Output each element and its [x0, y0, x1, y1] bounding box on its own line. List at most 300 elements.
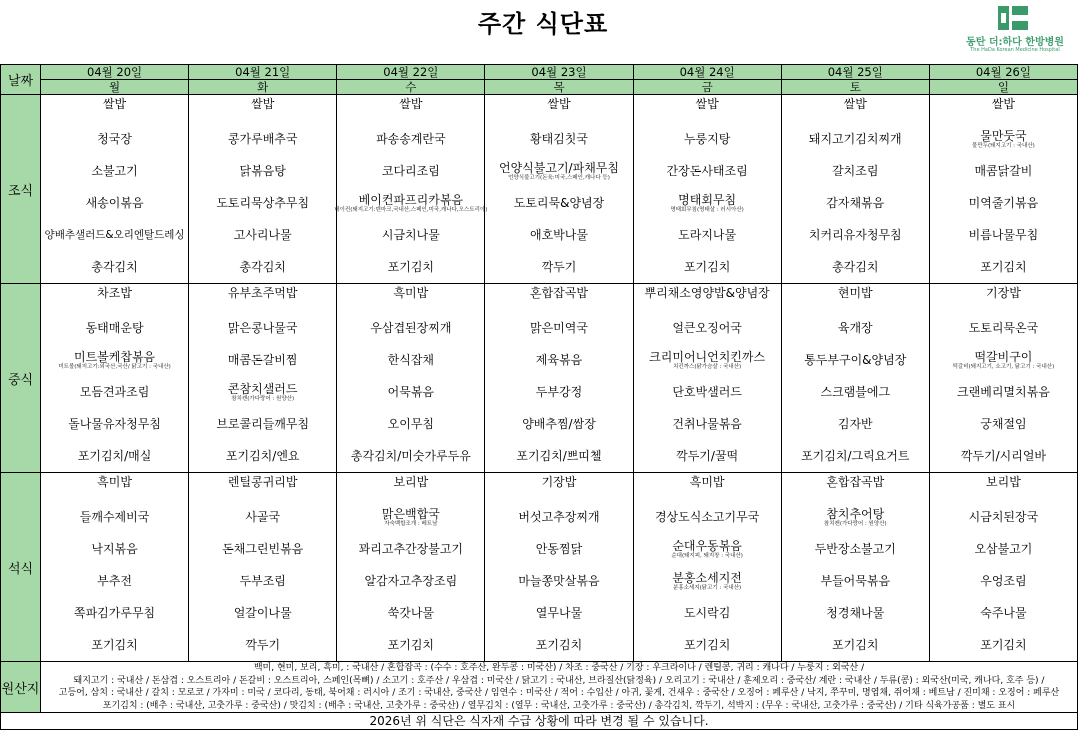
dish-name: 마늘쫑맛살볶음 — [518, 574, 600, 588]
hospital-logo-icon — [998, 6, 1028, 30]
menu-item — [930, 251, 1077, 283]
menu-item — [41, 251, 188, 283]
dish-name: 크리미어니언치킨까스 — [649, 349, 766, 364]
menu-item — [41, 597, 188, 629]
dish-name: 애호박나물 — [530, 228, 588, 242]
dish-name: 쌀밥 — [399, 97, 423, 111]
breakfast-day-cell — [189, 95, 337, 284]
dish-name: 매콤닭갈비 — [974, 164, 1033, 178]
dish-name: 베이컨파프리카볶음 — [358, 192, 464, 207]
menu-item — [930, 473, 1077, 501]
dish-name: 쌀밥 — [695, 97, 719, 111]
breakfast-day-cell — [781, 95, 929, 284]
dish-name: 새송이볶음 — [85, 196, 144, 210]
dish-name: 부추전 — [97, 574, 132, 588]
menu-item — [782, 155, 929, 187]
dish-name: 꽈리고추간장불고기 — [358, 542, 464, 556]
menu-item — [485, 629, 632, 661]
lunch-label: 중식 — [1, 284, 41, 473]
dish-name: 육개장 — [837, 321, 873, 335]
dish-name: 깍두기/시리얼바 — [960, 449, 1047, 463]
dish-name: 양배추찜/쌈장 — [522, 417, 596, 431]
menu-item — [189, 565, 336, 597]
dish-name: 사골국 — [245, 510, 281, 524]
menu-item — [189, 95, 336, 123]
dish-name: 두반장소불고기 — [814, 542, 896, 556]
dinner-day-cell — [189, 473, 337, 662]
date-row — [1, 65, 1078, 80]
dish-name: 포기김치/엔요 — [225, 449, 300, 463]
dish-name: 청국장 — [97, 132, 132, 146]
dinner-day-cell — [337, 473, 485, 662]
dish-name: 통두부구이&양념장 — [804, 353, 907, 367]
menu-item — [782, 187, 929, 219]
menu-item — [634, 440, 781, 472]
menu-item — [189, 155, 336, 187]
lunch-day-cell — [337, 284, 485, 473]
menu-item — [930, 123, 1077, 155]
menu-item — [782, 597, 929, 629]
dish-name: 도토리묵&양념장 — [513, 196, 605, 210]
dish-name: 현미밥 — [837, 286, 873, 300]
menu-item — [41, 95, 188, 123]
dish-name: 시금치된장국 — [968, 510, 1039, 524]
menu-item — [41, 408, 188, 440]
dish-name: 포기김치 — [683, 260, 731, 274]
menu-item — [930, 376, 1077, 408]
page-title: 주간 식단표 — [477, 10, 609, 38]
dish-origin-note: 참치캔(가다랑어 : 원양산) — [823, 520, 887, 527]
dinner-row — [1, 473, 1078, 662]
menu-item — [189, 123, 336, 155]
dish-name: 크랜베리멸치볶음 — [957, 385, 1050, 399]
menu-item — [782, 408, 929, 440]
lunch-day-cell — [485, 284, 633, 473]
dish-name: 기장밥 — [986, 286, 1021, 300]
menu-item — [485, 408, 632, 440]
dish-name: 쪽파김가루무침 — [73, 606, 156, 620]
menu-item — [485, 533, 632, 565]
lunch-day-cell — [41, 284, 189, 473]
dish-name: 쌀밥 — [547, 97, 571, 111]
menu-item — [485, 251, 632, 283]
menu-item — [485, 344, 632, 376]
weekday-cell: 수 — [337, 80, 485, 95]
origin-row — [1, 662, 1078, 713]
dish-origin-note: 명태회무침(명태살 : 러시아산) — [670, 206, 744, 213]
dish-name: 콩가루배추국 — [227, 132, 298, 146]
menu-item — [337, 597, 484, 629]
menu-item — [337, 501, 484, 533]
menu-item — [930, 344, 1077, 376]
dish-name: 포기김치 — [980, 638, 1027, 652]
dish-name: 우삼겹된장찌개 — [370, 321, 452, 335]
lunch-day-cell — [633, 284, 781, 473]
menu-item — [337, 408, 484, 440]
hospital-logo — [960, 6, 1070, 58]
hospital-subtitle: The HaDa Korean Medicine Hospital — [970, 47, 1060, 53]
dish-origin-note: 치킨까스(닭가슴살 : 국내산) — [673, 363, 742, 370]
dish-origin-note: 미트볼(돼지고기:외국산,국산/ 닭고기 : 국내산) — [58, 363, 171, 370]
dinner-day-cell — [485, 473, 633, 662]
dish-name: 돈채그린빈볶음 — [222, 542, 304, 556]
dish-name: 흑미밥 — [689, 475, 725, 489]
menu-item — [485, 187, 632, 219]
dish-origin-note: 베이컨(돼지고기:덴마크,국내산,스페인,미국,캐나다,오스트리아) — [334, 206, 488, 213]
dish-name: 김자반 — [837, 417, 873, 431]
menu-item — [930, 533, 1077, 565]
dish-name: 제육볶음 — [535, 353, 583, 367]
menu-item — [485, 312, 632, 344]
menu-item — [634, 312, 781, 344]
menu-item — [41, 123, 188, 155]
dish-name: 치커리유자청무침 — [808, 228, 902, 242]
menu-item — [189, 251, 336, 283]
dish-name: 숙주나물 — [980, 606, 1027, 620]
dish-name: 맑은백합국 — [381, 506, 440, 521]
dish-name: 도라지나물 — [678, 228, 737, 242]
dish-name: 파송송계란국 — [376, 132, 446, 146]
menu-item — [189, 440, 336, 472]
dish-name: 도시락김 — [683, 606, 731, 620]
menu-item — [41, 284, 188, 312]
dish-name: 흑미밥 — [97, 475, 132, 489]
menu-item — [930, 440, 1077, 472]
dish-name: 브로콜리들깨무침 — [216, 417, 310, 431]
menu-item — [782, 284, 929, 312]
menu-item — [930, 501, 1077, 533]
menu-item — [337, 312, 484, 344]
dish-name: 맑은미역국 — [530, 321, 588, 335]
menu-item — [41, 155, 188, 187]
date-cell: 04월 21일 — [189, 65, 337, 80]
dish-origin-note: 참치캔(가다랑어 : 원양산) — [231, 395, 295, 402]
dish-name: 안동찜닭 — [535, 542, 583, 556]
menu-item — [930, 565, 1077, 597]
menu-item — [337, 251, 484, 283]
menu-item — [337, 344, 484, 376]
menu-item — [782, 440, 929, 472]
dish-name: 포기김치 — [683, 638, 731, 652]
dish-name: 간장돈사태조림 — [666, 164, 748, 178]
date-label: 날짜 — [1, 65, 41, 95]
dish-name: 명태회무침 — [678, 192, 737, 207]
dish-name: 흑미밥 — [393, 286, 429, 300]
menu-item — [41, 187, 188, 219]
date-cell: 04월 26일 — [929, 65, 1077, 80]
menu-item — [189, 376, 336, 408]
dish-name: 총각김치 — [91, 260, 138, 274]
menu-item — [41, 501, 188, 533]
menu-item — [41, 312, 188, 344]
dish-name: 시금치나물 — [381, 228, 440, 242]
menu-item — [634, 473, 781, 501]
dish-name: 청경채나물 — [826, 606, 885, 620]
date-cell: 04월 23일 — [485, 65, 633, 80]
dish-origin-note: 분홍소세지(닭고기 : 국내산) — [673, 584, 742, 591]
dish-name: 알감자고추장조림 — [364, 574, 458, 588]
dish-name: 콘참치샐러드 — [227, 381, 298, 396]
dish-name: 포기김치 — [535, 638, 583, 652]
menu-item — [189, 473, 336, 501]
menu-item — [189, 187, 336, 219]
menu-item — [485, 95, 632, 123]
notice: 2026년 위 식단은 식자재 수급 상황에 따라 변경 될 수 있습니다. — [1, 713, 1078, 730]
menu-item — [337, 629, 484, 661]
dish-name: 낙지볶음 — [91, 542, 138, 556]
dish-name: 떡갈비구이 — [974, 349, 1033, 364]
menu-item — [930, 312, 1077, 344]
menu-item — [334, 187, 488, 219]
menu-item — [634, 155, 781, 187]
menu-item — [337, 533, 484, 565]
weekday-cell: 일 — [929, 80, 1077, 95]
menu-item — [782, 376, 929, 408]
menu-item — [41, 533, 188, 565]
origin-line: 돼지고기 : 국내산 / 돈삼겹 : 오스트리아 / 돈갈비 : 오스트리아, 스페인(목뼈) / 소고기 : 호주산 / 우삼겹 : 미국산 / 닭고기 : 국내산, 브라질산(닭정육) / 오리고기 : 국내산 / 훈제오리 : 중국산/ 계란 : 국내산 / 두류(콩) : 외국산(미국, 캐나다, 호주 등) / — [73, 675, 1045, 686]
dinner-label: 석식 — [1, 473, 41, 662]
breakfast-day-cell — [41, 95, 189, 284]
dish-name: 경상도식소고기무국 — [654, 510, 760, 524]
hospital-name: 동탄 더:하다 한방병원 — [966, 37, 1064, 48]
dish-name: 얼갈이나물 — [233, 606, 292, 620]
menu-item — [41, 473, 188, 501]
dinner-day-cell — [929, 473, 1077, 662]
menu-item — [41, 219, 188, 251]
date-cell: 04월 24일 — [633, 65, 781, 80]
menu-item — [189, 408, 336, 440]
origin-line: 백미, 현미, 보리, 흑미, : 국내산 / 혼합잡곡 : (수수 : 호주산, 완두콩 : 미국산) / 차조 : 중국산 / 기장 : 우크라이나 / 렌틸콩, 귀리 : 캐나다 / 누룽지 : 외국산 / — [253, 663, 865, 673]
menu-item — [337, 440, 484, 472]
dish-name: 양배추샐러드&오리엔탈드레싱 — [44, 229, 185, 241]
dinner-day-cell — [41, 473, 189, 662]
menu-item — [41, 440, 188, 472]
origin-line: 포기김치 : (배추 : 국내산, 고춧가루 : 중국산) / 맛김치 : (배추 : 국내산, 고춧가루 : 중국산) / 열무김치 : (열무 : 국내산, 고춧가루 : 중국산) / 총각김치, 깍두기, 석박지 : (무우 : 국내산, 고춧가루 : 중국산) / 기타 식육가공품 : 별도 표시 — [102, 700, 1016, 711]
menu-item — [485, 473, 632, 501]
menu-item — [337, 473, 484, 501]
dish-name: 들깨수제비국 — [79, 510, 150, 524]
dish-name: 순대우동볶음 — [672, 538, 742, 553]
dish-name: 매콤돈갈비찜 — [227, 353, 298, 367]
menu-item — [930, 597, 1077, 629]
dish-name: 얼큰오징어국 — [672, 321, 742, 335]
dish-name: 포기김치 — [91, 638, 138, 652]
dish-name: 포기김치 — [980, 260, 1027, 274]
dish-name: 갈치조림 — [832, 164, 879, 178]
date-cell: 04월 22일 — [337, 65, 485, 80]
dish-name: 버섯고추장찌개 — [518, 510, 600, 524]
dish-name: 차조밥 — [97, 286, 132, 300]
notice-row — [1, 713, 1078, 730]
dish-name: 코다리조림 — [381, 164, 440, 178]
menu-item — [634, 284, 781, 312]
dish-origin-note: 순대(돼지피, 돼지창 : 국내산) — [671, 552, 743, 559]
dish-name: 닭볶음탕 — [239, 164, 286, 178]
menu-item — [634, 187, 781, 219]
menu-item — [634, 251, 781, 283]
menu-item — [41, 344, 188, 376]
menu-item — [634, 123, 781, 155]
menu-item — [337, 284, 484, 312]
dish-name: 총각김치 — [239, 260, 286, 274]
dish-name: 한식잡채 — [387, 353, 435, 367]
menu-item — [930, 408, 1077, 440]
dish-name: 누룽지탕 — [683, 132, 731, 146]
menu-item — [189, 219, 336, 251]
weekday-cell: 화 — [189, 80, 337, 95]
breakfast-day-cell — [485, 95, 633, 284]
lunch-row — [1, 284, 1078, 473]
dish-name: 도토리묵온국 — [968, 321, 1039, 335]
menu-item — [930, 155, 1077, 187]
dish-name: 포기김치 — [832, 638, 879, 652]
dish-name: 미역줄기볶음 — [968, 196, 1039, 210]
dish-name: 궁채절임 — [980, 417, 1027, 431]
menu-item — [634, 533, 781, 565]
breakfast-row — [1, 95, 1078, 284]
menu-item — [782, 219, 929, 251]
dish-name: 언양식불고기/파채무침 — [499, 160, 619, 175]
menu-item — [634, 597, 781, 629]
menu-item — [930, 629, 1077, 661]
menu-item — [930, 187, 1077, 219]
dish-origin-note: 자숙백합조개 : 베트남 — [384, 520, 438, 527]
dish-name: 포기김치/그릭요거트 — [801, 449, 910, 463]
menu-item — [337, 95, 484, 123]
dish-name: 렌틸콩귀리밥 — [227, 475, 298, 489]
menu-item — [41, 629, 188, 661]
lunch-day-cell — [929, 284, 1077, 473]
menu-item — [337, 376, 484, 408]
menu-item — [634, 408, 781, 440]
dish-name: 깍두기 — [541, 260, 577, 274]
dish-name: 포기김치/매실 — [77, 449, 152, 463]
dish-name: 돌나물유자청무침 — [68, 417, 161, 431]
menu-item — [634, 344, 781, 376]
dish-name: 쌀밥 — [991, 97, 1016, 111]
menu-item — [930, 219, 1077, 251]
menu-item — [634, 501, 781, 533]
dish-origin-note: 떡갈비(돼지고기, 소고기, 닭고기 : 국내산) — [952, 363, 1055, 370]
menu-item — [189, 312, 336, 344]
origin-info — [41, 662, 1078, 713]
dish-name: 분홍소세지전 — [672, 570, 742, 585]
dish-name: 보리밥 — [986, 475, 1021, 489]
dish-name: 물만둣국 — [980, 128, 1027, 143]
dish-name: 동태매운탕 — [85, 321, 144, 335]
breakfast-day-cell — [929, 95, 1077, 284]
dish-name: 쌀밥 — [251, 97, 275, 111]
breakfast-day-cell — [334, 95, 488, 284]
dish-name: 쌀밥 — [102, 97, 127, 111]
menu-item — [782, 533, 929, 565]
dish-origin-note: 물만두(돼지고기 : 국내산) — [972, 142, 1035, 149]
menu-item — [41, 565, 188, 597]
date-cell: 04월 20일 — [41, 65, 189, 80]
dish-name: 총각김치 — [832, 260, 879, 274]
dish-name: 소불고기 — [91, 164, 138, 178]
menu-item — [485, 155, 632, 187]
dish-name: 감자채볶음 — [826, 196, 885, 210]
menu-item — [485, 123, 632, 155]
dish-name: 깍두기 — [245, 638, 281, 652]
dish-name: 포기김치 — [387, 260, 435, 274]
dish-name: 도토리묵상추무침 — [216, 196, 310, 210]
dish-name: 포기김치/쁘띠첼 — [516, 449, 602, 463]
dish-name: 쑥갓나물 — [387, 606, 435, 620]
dish-name: 고사리나물 — [233, 228, 292, 242]
dish-name: 부들어묵볶음 — [820, 574, 891, 588]
menu-item — [485, 597, 632, 629]
menu-item — [189, 597, 336, 629]
dish-name: 포기김치 — [387, 638, 435, 652]
dish-name: 우엉조림 — [980, 574, 1027, 588]
dish-name: 황태김칫국 — [530, 132, 588, 146]
dish-name: 어묵볶음 — [387, 385, 435, 399]
menu-item — [337, 123, 484, 155]
dish-name: 뿌리채소영양밥&양념장 — [644, 286, 770, 300]
date-cell: 04월 25일 — [781, 65, 929, 80]
menu-item — [485, 565, 632, 597]
dish-name: 맑은콩나물국 — [227, 321, 298, 335]
dish-name: 깍두기/꿀떡 — [676, 449, 739, 463]
menu-item — [189, 344, 336, 376]
menu-item — [782, 565, 929, 597]
menu-item — [634, 565, 781, 597]
dinner-day-cell — [633, 473, 781, 662]
weekday-cell: 금 — [633, 80, 781, 95]
dish-name: 참치추어탕 — [826, 506, 885, 521]
menu-item — [782, 344, 929, 376]
dish-name: 기장밥 — [541, 475, 577, 489]
lunch-day-cell — [781, 284, 929, 473]
lunch-day-cell — [189, 284, 337, 473]
menu-item — [189, 284, 336, 312]
dish-name: 돼지고기김치찌개 — [808, 132, 902, 146]
dish-name: 혼합잡곡밥 — [530, 286, 588, 300]
menu-item — [782, 95, 929, 123]
menu-item — [782, 251, 929, 283]
menu-item — [634, 376, 781, 408]
weekday-cell: 월 — [41, 80, 189, 95]
dish-name: 총각김치/미숫가루두유 — [350, 449, 471, 463]
dish-name: 비름나물무침 — [968, 228, 1039, 242]
menu-item — [337, 155, 484, 187]
dish-name: 오이무침 — [387, 417, 435, 431]
dish-name: 미트볼케찹볶음 — [73, 349, 156, 364]
menu-item — [485, 219, 632, 251]
dinner-day-cell — [781, 473, 929, 662]
breakfast-day-cell — [633, 95, 781, 284]
menu-item — [782, 123, 929, 155]
weekday-cell: 토 — [781, 80, 929, 95]
dish-name: 유부초주먹밥 — [227, 286, 298, 300]
origin-label: 원산지 — [1, 662, 41, 713]
dish-name: 보리밥 — [393, 475, 429, 489]
menu-item — [782, 312, 929, 344]
menu-item — [337, 219, 484, 251]
dish-name: 건취나물볶음 — [672, 417, 742, 431]
menu-item — [41, 376, 188, 408]
menu-item — [930, 284, 1077, 312]
weekday-cell: 목 — [485, 80, 633, 95]
dish-name: 두부강정 — [535, 385, 583, 399]
dish-name: 오삼불고기 — [974, 542, 1033, 556]
dish-name: 스크램블에그 — [820, 385, 891, 399]
menu-item — [485, 284, 632, 312]
menu-item — [782, 501, 929, 533]
dish-origin-note: 언양식불고기(돈육:미국,스페인,캐나다 등) — [508, 174, 610, 181]
